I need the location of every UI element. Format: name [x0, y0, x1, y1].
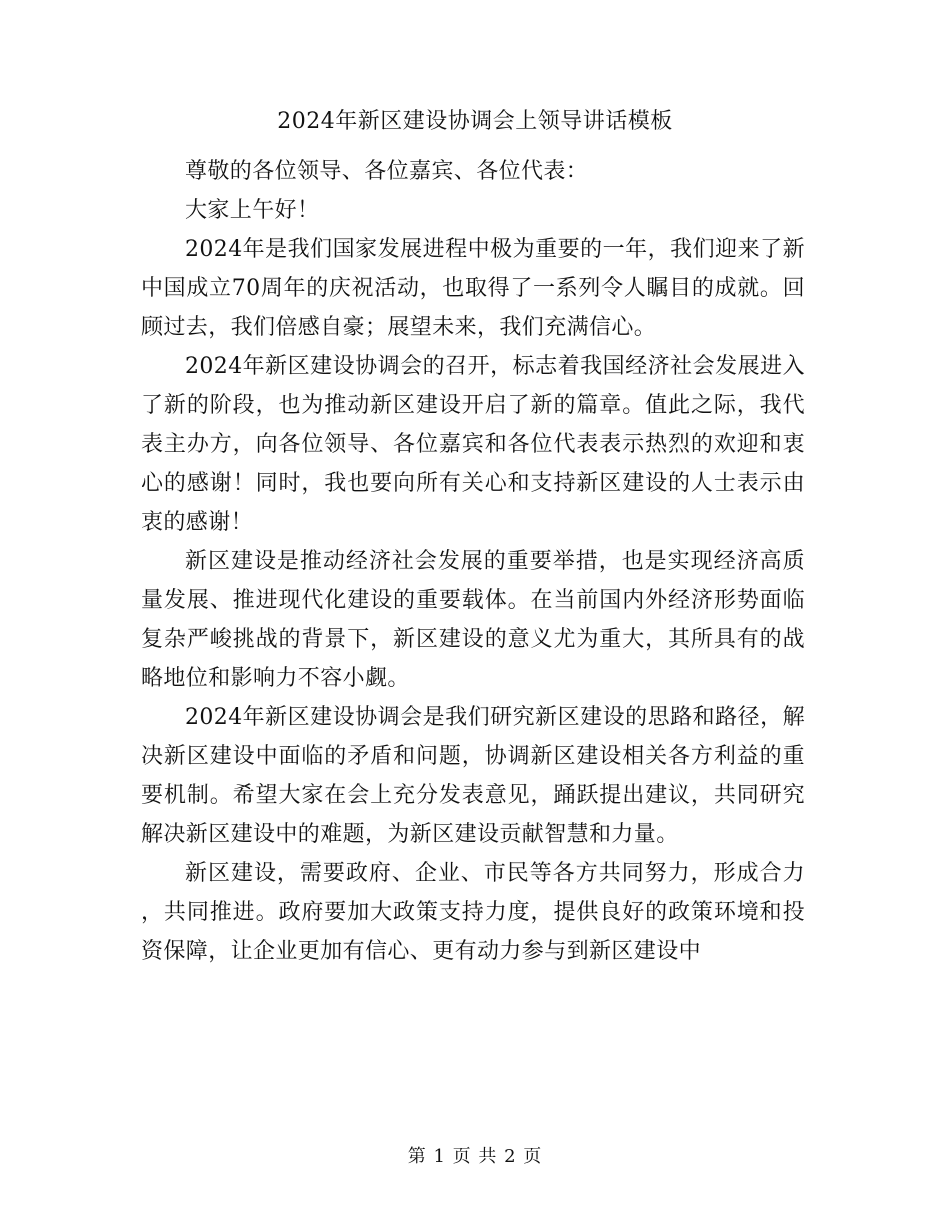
paragraph: 新区建设，需要政府、企业、市民等各方共同努力，形成合力，共同推进。政府要加大政策支持力度，提供良好的政策环境和投资保障，让企业更加有信心、更有动力参与到新区建设中: [141, 861, 805, 964]
paragraph: 新区建设是推动经济社会发展的重要举措，也是实现经济高质量发展、推进现代化建设的重要载体。在当前国内外经济形势面临复杂严峻挑战的背景下，新区建设的意义尤为重大，其所具有的战略地位和影响力不容小觑。: [141, 549, 805, 691]
page-footer: 第 1 页 共 2 页: [407, 1146, 543, 1167]
paragraph: 2024年是我们国家发展进程中极为重要的一年，我们迎来了新中国成立70周年的庆祝活动，也取得了一系列令人瞩目的成就。回顾过去，我们倍感自豪；展望未来，我们充满信心。: [141, 237, 805, 340]
document-body: [141, 152, 805, 971]
paragraph: 2024年新区建设协调会的召开，标志着我国经济社会发展进入了新的阶段，也为推动新区建设开启了新的篇章。值此之际，我代表主办方，向各位领导、各位嘉宾和各位代表表示热烈的欢迎和衷心的感谢！同时，我也要向所有关心和支持新区建设的人士表示由衷的感谢！: [141, 354, 805, 535]
paragraph: 2024年新区建设协调会是我们研究新区建设的思路和路径，解决新区建设中面临的矛盾和问题，协调新区建设相关各方利益的重要机制。希望大家在会上充分发表意见，踊跃提出建议，共同研究解决新区建设中的难题，为新区建设贡献智慧和力量。: [141, 705, 805, 847]
document-title: 2024年新区建设协调会上领导讲话模板: [277, 109, 673, 134]
greeting: 大家上午好！: [185, 198, 320, 223]
salutation: 尊敬的各位领导、各位嘉宾、各位代表：: [185, 159, 589, 184]
